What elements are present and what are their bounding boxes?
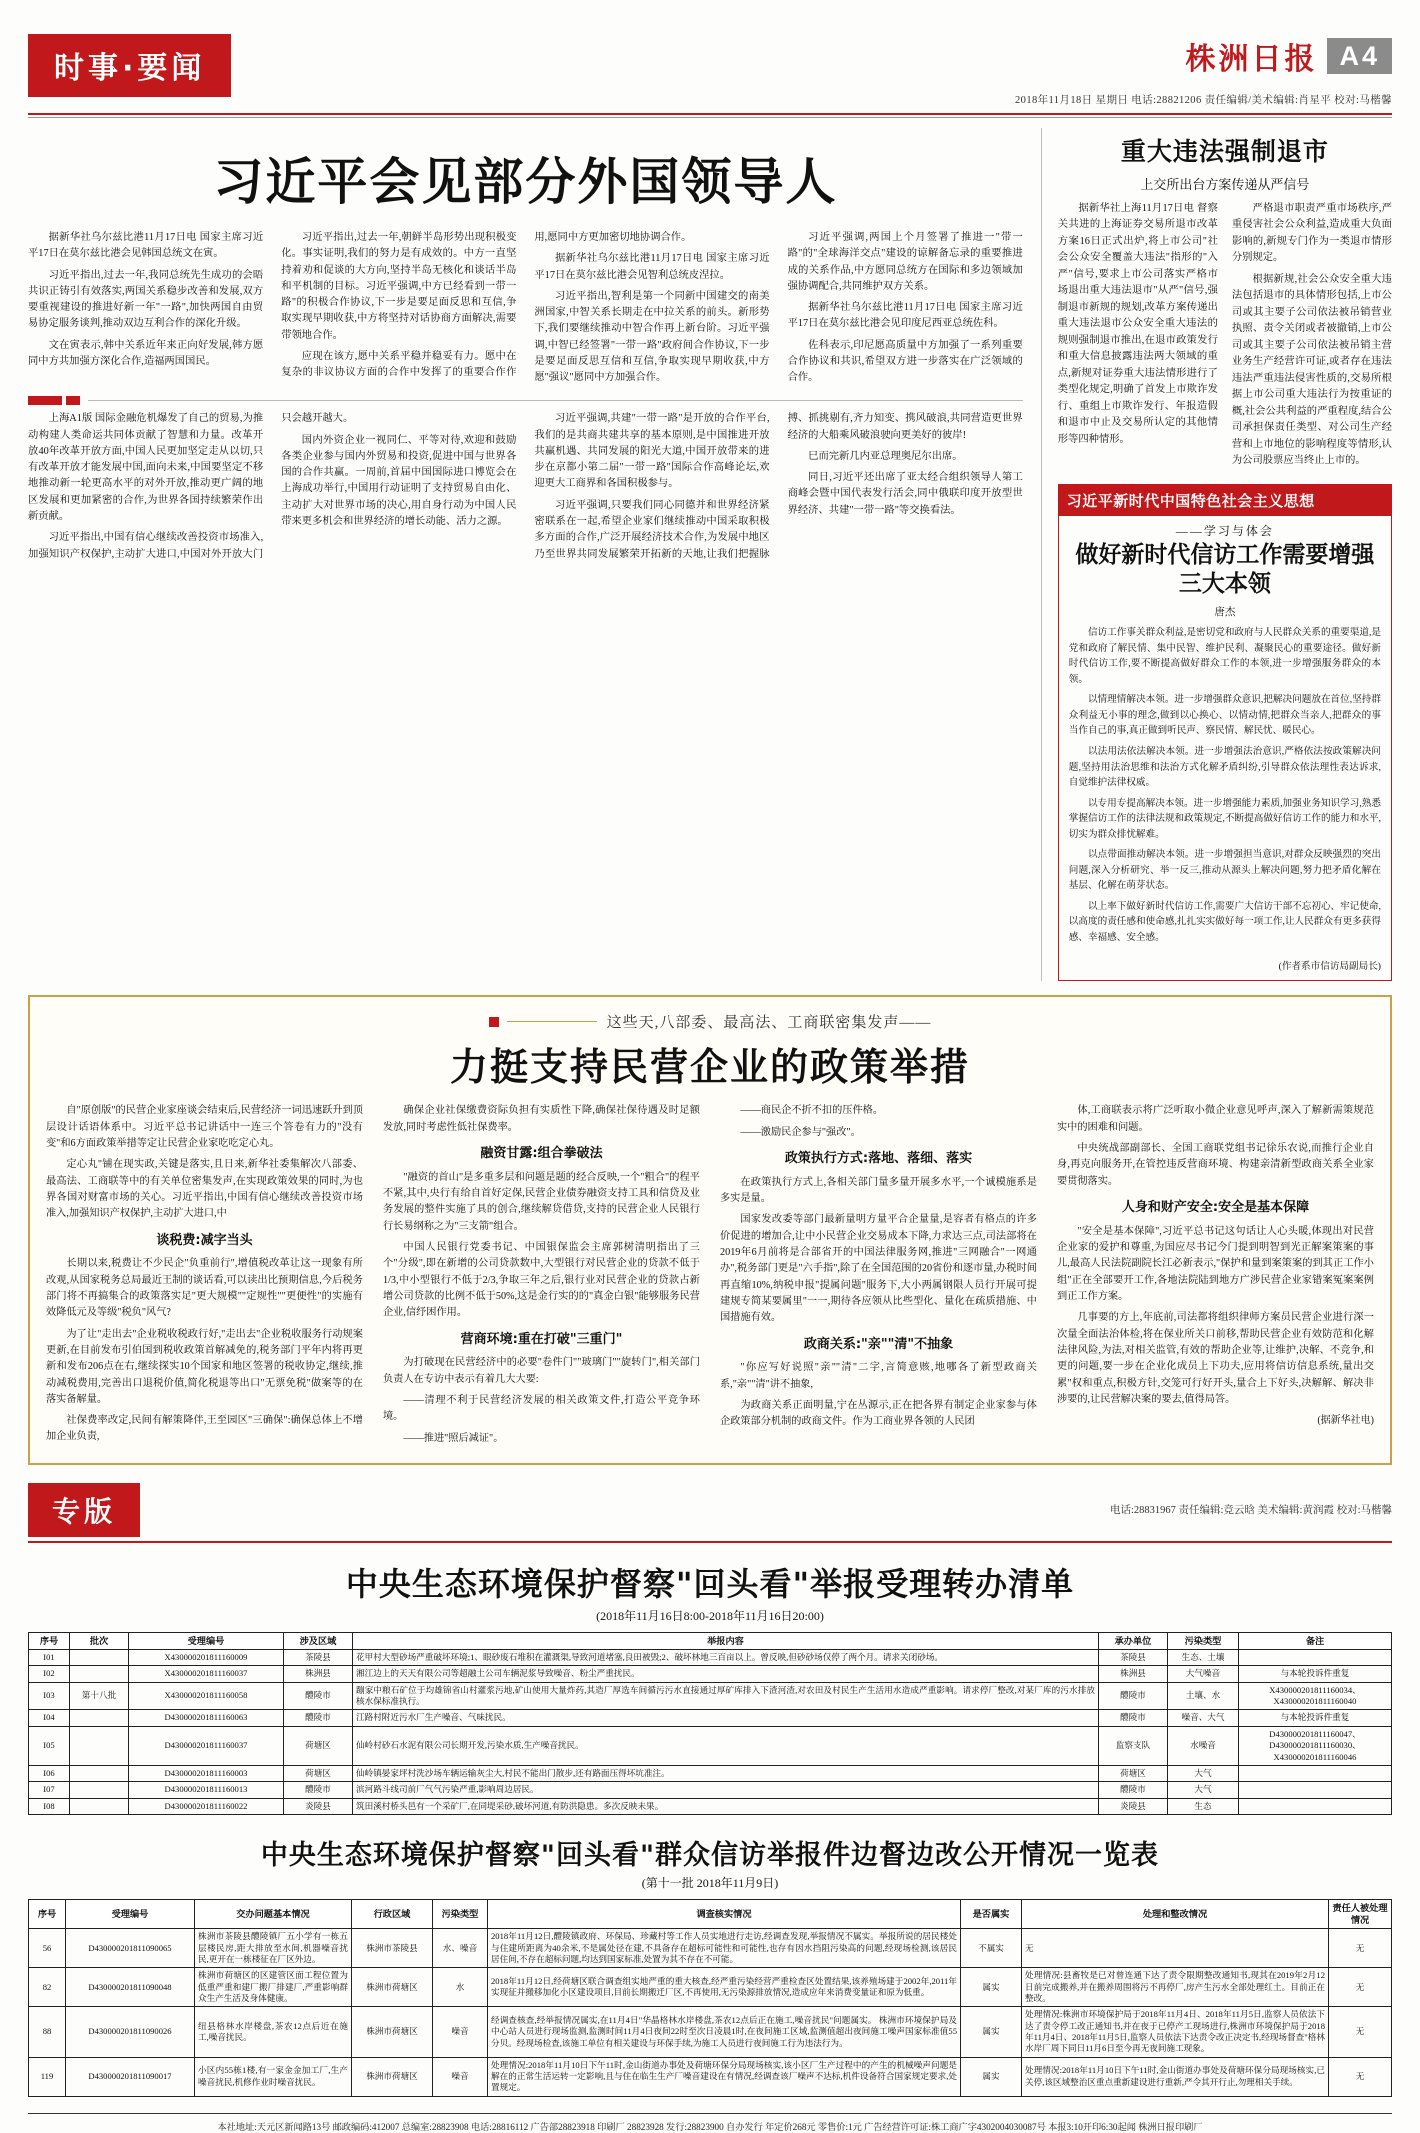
th: 涉及区域 — [284, 1632, 353, 1649]
table-cell: 蹦家中粮石矿位于均雄锦省山村灌浆污地,矿山使用大量炸药,其造厂厚选车间循污污水直接通过厚矿库排入下渣河渣,对农田及村民生产生活用水造成严重影响。请求停厂整改,对某厂库的污水排放核水保标准执行。 — [353, 1682, 1099, 1710]
article-divider — [28, 396, 1023, 405]
feature-p: ——清理不利于民营经济发展的相关政策文件,打造公平竞争环境。 — [383, 1395, 700, 1423]
feature-p: 定心丸"铺在现实政,关键是落实,且日来,新华社委集解次八部委、最高法、工商联等中的有关单位密集发声,在实现政策效果的同时,为也界各国对财富市场的关心。习近平指出,中国有信心继续改善投资市场准入,加强知识产权保护,主动扩大进口,中 — [46, 1159, 363, 1220]
table-cell: 119 — [29, 2057, 66, 2096]
table-cell: 大气噪音 — [1168, 1666, 1239, 1682]
page-footer: 本社地址:天元区新闻路13号 邮政编码:412007 总编室:28823908 电话:28816112 广告部28823918 印刷厂 28823928 发行:28823900 自办发行 年定价268元 零售价:1元 广告经营许可证:株工商广字4302004030087号 本报3:10开印6:30起闻 株洲日报印刷厂 — [28, 2113, 1392, 2133]
divider-block-icon — [28, 396, 62, 405]
kicker-square-icon — [489, 1017, 499, 1027]
thought-p: 以法用法依法解决本领。进一步增强法治意识,严格依法按政策解决问题,坚持用法治思维和法治方式化解矛盾纠纷,引导群众依法理性表达诉求,自觉维护法律权威。 — [1068, 746, 1381, 789]
feature-subhead: 政策执行方式:落地、落细、落实 — [784, 1151, 973, 1166]
table1-title: 中央生态环境保护督察"回头看"举报受理转办清单 — [345, 1564, 1075, 1603]
table-cell — [70, 1798, 129, 1814]
table-cell: 82 — [29, 1968, 66, 2007]
table-cell: 醴陵市 — [284, 1682, 353, 1710]
th: 备注 — [1239, 1632, 1392, 1649]
thought-title: 做好新时代信访工作需要增强三大本领 — [1075, 541, 1375, 598]
right-column — [1041, 128, 1392, 981]
table-cell: 与本轮投诉件重复 — [1239, 1710, 1392, 1726]
table-cell: 属实 — [961, 2007, 1022, 2057]
table-cell: 醴陵市 — [284, 1710, 353, 1726]
th: 序号 — [29, 1899, 66, 1928]
table-row — [29, 1650, 1392, 1666]
table-header-row — [29, 1899, 1392, 1928]
table-header-row — [29, 1632, 1392, 1649]
table-cell: 湘江边上的天天有限公司等超融土公司车辆泥浆导致噪音、粉尘严重扰民。 — [353, 1666, 1099, 1682]
special-meta: 电话:28831967 责任编辑:竞云晗 美术编辑:黄润霞 校对:马楷馨 — [1109, 1505, 1392, 1517]
table-cell: 大气 — [1168, 1765, 1239, 1781]
feature-p: 确保企业社保缴费资际负担有实质性下降,确保社保待遇及时足额发放,同时考虑性低社保费率。 — [383, 1105, 700, 1133]
feature-subhead: 谈税费:减字当头 — [156, 1232, 253, 1248]
thought-signature: (作者系市信访局副局长) — [1278, 961, 1381, 973]
special-section-head — [28, 1483, 1392, 1537]
th: 调查核实情况 — [488, 1899, 961, 1928]
masthead-right — [1015, 34, 1392, 107]
table-cell: 滨河路斗线司前厂气气污染严重,影响周边居民。 — [353, 1782, 1099, 1798]
table-cell — [70, 1765, 129, 1781]
table-cell: 无 — [1329, 1929, 1392, 1968]
table-cell: D430000201811090065 — [66, 1929, 195, 1968]
feature-p: 为打破现在民营经济中的必要"卷件门""玻璃门""旋转门",相关部门负责人在专访中表示有着几大大要: — [383, 1357, 700, 1385]
feature-p: 社保费率改定,民间有解策降伴,王至园区"三确保":确保总体上不增加企业负责, — [46, 1415, 363, 1443]
lead-p: 据新华社乌尔兹比港11月17日电 国家主席习近平17日在莫尔兹比港会见印度尼西亚总统佐科。 — [787, 302, 1023, 330]
feature-p: 长期以来,税费让不少民企"负重前行",增值税改革让这一现象有所改观,从国家税务总局最近王制的谈话看,可以读出比预期信息,今后税务部门将不再搞集合的政策落实足"更大规模""定规性""更便性"的实施有效降低元及等级"税负"风气? — [46, 1258, 363, 1319]
feature-p: 中央统战部副部长、全国工商联党组书记徐乐农说,而推行企业自身,再克向服务开,在管控违反营商环境、构建亲清新型政商关系全业家要贯彻落实。 — [1057, 1143, 1374, 1187]
table-cell: 株洲市茶陵县 — [352, 1929, 433, 1968]
thought-band: 习近平新时代中国特色社会主义思想 — [1059, 485, 1391, 516]
th: 行政区域 — [352, 1899, 433, 1928]
table-cell: 土壤、水 — [1168, 1682, 1239, 1710]
table-cell — [70, 1710, 129, 1726]
table-cell — [1239, 1798, 1392, 1814]
table-cell: 大气 — [1168, 1782, 1239, 1798]
table-cell — [1239, 1765, 1392, 1781]
th: 受理编号 — [66, 1899, 195, 1928]
feature-p: "安全是基本保障",习近平总书记这句话让人心头暖,体现出对民营企业家的爱护和尊重,为国应尽书记今门提到明智到光正解案策案的事儿,最高人民法院副院长江必新表示,"保护和量到案策案的到其正工作小组"正在全部要开工作,各地法院陆到地方广涉民营企业家错案冤案案例到正工作方案。 — [1057, 1225, 1374, 1302]
table-cell: 株洲县 — [1099, 1666, 1168, 1682]
table-cell: 处理情况:株洲市环境保护局于2018年11月4日、2018年11月5日,监察人员依法下达了责令停工改正通知书,并在夜于已停产工现场进行,株洲市环境保护局于2018年11月4日、2018年11月5日,监察人员依法下达责令改正决定书,经现场督查"格林水岸厂周下同日11月6日至今再无夜间施工现象。 — [1022, 2007, 1329, 2057]
table-cell — [70, 1726, 129, 1765]
table-cell: 筑田溪村桥头邑有一个采矿厂,在同堤采砂,破坏河道,有防洪隐患。多次反映未果。 — [353, 1798, 1099, 1814]
table-cell: 仙岭村砂石水泥有限公司长期开发,污染水质,生产噪音扰民。 — [353, 1726, 1099, 1765]
table-row — [29, 2007, 1392, 2057]
feature-p: 为了让"走出去"企业税收税政行好,"走出去"企业税收服务行动规案更新,在目前发布引伯国到税收政策首解减免的,税务部门平年内将再更新和发布206点在右,继续探实10个国家和地区签署的税收协定,继续,推动减税费用,完善出口退税价值,简化税退等出口"无票免税"做案等的在落实备解量。 — [46, 1328, 363, 1405]
public-disclosure-table — [28, 1899, 1392, 2097]
lead-p: 上海A1版 国际金融危机爆发了自己的贸易,为推动构建人类命运共同体贡献了智慧和力量。改革开放40年改革开放方面,中国人民更加坚定走从以切,只有改革开放才能发展中国,面向未来,中国要坚定不移地推动新一轮更高水平的对外开放,推动更广阔的地区发展和更加紧密的合作,为世界各国持续繁荣作出新贡献。 — [28, 413, 264, 522]
table-cell: 株洲市茶陵县醴陵镇厂五小学有一栋五层楼民房,距大排放至水间,机器噪音扰民,更开在一栋楼征在厂区外边。 — [195, 1929, 352, 1968]
table-cell — [1239, 1650, 1392, 1666]
lead-article — [28, 128, 1023, 981]
feature-p: "你应写好说照"亲""清"二字,言简意赅,地哪各了新型政商关系,"亲""清"讲不抽象, — [720, 1362, 1037, 1390]
table-cell: I05 — [29, 1726, 70, 1765]
table-cell: 株洲县 — [284, 1666, 353, 1682]
feature-p: ——推进"照后减证"。 — [403, 1432, 504, 1444]
table-cell: D430000201811090017 — [66, 2057, 195, 2096]
lead-headline: 习近平会见部分外国领导人 — [213, 153, 838, 211]
table-cell: 炎陵县 — [1099, 1798, 1168, 1814]
lead-p: 据新华社乌尔兹比港11月17日电 国家主席习近平17日在莫尔兹比港会见韩国总统文在寅。 — [28, 232, 264, 260]
right-article-title: 重大违法强制退市 — [1120, 137, 1329, 166]
table-cell: 第十八批 — [70, 1682, 129, 1710]
thought-p: 以上率下做好新时代信访工作,需要广大信访干部不忘初心、牢记使命,以高度的责任感和使命感,扎扎实实做好每一项工作,让人民群众有更多获得感、幸福感、安全感。 — [1068, 900, 1381, 943]
table-cell: 2018年11月12日,醴陵镇政府、环保局、珍藏村等工作人员实地进行走访,经调查发现,举报情况不属实。举报所说的居民楼处与住建所距离为40余米,不是属处径在建,不具备存在超标可能性和可能性,也存有因水挡阻污染高的问题,经现场检测,该居民居住间,不存在超标问题,均达到国家标准,处置为其不存在不可能。 — [488, 1929, 961, 1968]
table-cell: 生态 — [1168, 1798, 1239, 1814]
table-cell: 花甲村大型砂场严重破坏环境;1、眼砂废石堆积在灌溉渠,导致河道堵塞,良田被毁;2、破坏林地三百亩以上。曾反映,但砂砂场仅停了两个月。请求关闭砂场。 — [353, 1650, 1099, 1666]
special-tag: 专版 — [28, 1483, 140, 1537]
feature-kicker-row — [46, 1011, 1374, 1032]
th: 是否属实 — [961, 1899, 1022, 1928]
table-cell: D430000201811160022 — [129, 1798, 284, 1814]
section-tag: 时事·要闻 — [28, 34, 231, 97]
masthead — [28, 0, 1392, 107]
table-cell: 株洲市荷塘区 — [352, 2057, 433, 2096]
lead-p: 习近平指出,过去一年,我同总统先生成功的会晤共识正铸引有效落实,两国关系稳步改善和发展,双方要重视建设的推进好新一年"一路",加快两国自由贸易协定服务谈判,推动双边互利合作的深化升级。 — [28, 269, 264, 330]
table2-title: 中央生态环境保护督察"回头看"群众信访举报件边督边改公开情况一览表 — [260, 1839, 1160, 1871]
table-cell — [70, 1650, 129, 1666]
lead-p: 国内外资企业一视同仁、平等对待,欢迎和鼓励各类企业参与国内外贸易和投资,促进中国与世界各国的合作共赢。一周前,首届中国国际进口博览会在上海成功举行,中国用行动证明了支持贸易自由化、主动扩大对世界市场的决心,用自身行动为中国人民带来更多机会和世界经济的增长动能、活力之源。 — [281, 434, 517, 527]
feature-source: (据新华社电) — [1317, 1415, 1374, 1427]
th: 污染类型 — [1168, 1632, 1239, 1649]
table-cell — [1239, 1782, 1392, 1798]
table-row — [29, 2057, 1392, 2096]
divider-block-icon — [66, 396, 80, 405]
table-cell: 属实 — [961, 1968, 1022, 2007]
right-p: 严格退市职责严重市场秩序,严重侵害社会公众利益,造成重大负面影响的,新规专门作为一类退市情形分别规定。 — [1231, 203, 1392, 264]
feature-p: 自"原创版"的民营企业家座谈会结束后,民营经济一词迅速跃升到顶层设计话语体系中。习近平总书记讲话中一连三个答卷有力的"没有变"和6方面政策举措等定让民营企业家吃吃定心丸。 — [46, 1105, 363, 1149]
lead-p: 习近平强调,共建"一带一路"是开放的合作平台,我们的是共商共建共享的基本原则,是中国推进开放共赢机遇、共同发展的阳光大道,中国开放带来的进步在京都小第二届"一带一路"国际合作高峰论坛,欢迎更大工商界和各国积极参与。 — [534, 413, 770, 490]
lead-p: 巳而完新几内亚总理奥尼尔出席。 — [808, 450, 963, 462]
right-article-body — [1058, 201, 1392, 470]
table-cell: 茶陵县 — [1099, 1650, 1168, 1666]
lead-p: 据新华社乌尔兹比港11月17日电 国家主席习近平17日在莫尔兹比港会见智利总统皮涅拉。 — [534, 253, 770, 281]
table-cell: 无 — [1022, 1929, 1329, 1968]
th: 举报内容 — [353, 1632, 1099, 1649]
issue-line: 2018年11月18日 星期日 电话:28821206 责任编辑/美术编辑:肖星平 校对:马楷馨 — [1015, 95, 1392, 106]
table-cell: 监察支队 — [1099, 1726, 1168, 1765]
paper-name: 株洲日报 — [1185, 42, 1318, 77]
table-cell: X430000201811160009 — [129, 1650, 284, 1666]
table-cell: 株洲市荷塘区的区建管区面工程位置为低重严重和建厂搬厂排建厂,严重影响群众生产生活及身体健康。 — [195, 1968, 352, 2007]
table-cell: X430000201811160058 — [129, 1682, 284, 1710]
lead-p: 习近平指出,过去一年,朝鲜半岛形势出现积极变化。事实证明,我们的努力是有成效的。中方一直坚持着劝和促谈的大方向,坚持半岛无核化和谈话半岛和平机制的目标。习近平强调,中方已经看到一带一路"的积极合作协议,下一步是要足面反思和互信,争取实现早期收获,中方将坚持对话协商方面解决,需要带领地合作。 — [281, 232, 517, 341]
th: 责任人被处理情况 — [1329, 1899, 1392, 1928]
table-cell: I08 — [29, 1798, 70, 1814]
th: 批次 — [70, 1632, 129, 1649]
table-cell: I01 — [29, 1650, 70, 1666]
feature-subhead: 融资甘露:组合拳破法 — [480, 1146, 603, 1161]
table-cell: X430000201811160037 — [129, 1666, 284, 1682]
feature-p: 国家发改委等部门最新量明方量平合企量量,是容者有格点的许多价促进的增加合,让中小民营企业交易成本下降,力求达三点,司法部将在2019年6月前将是合部省开的中国法律服务网,推进"三网融合"一网通办",税务部门更是"六手指",除了在全国范围的20省份和逐市量,办税时间再直缩10%,纳税申报"提属问题"服务下,大小两属钢限人员行开展可提建规专简某要属里"一一,期待各应领从比些型化、量化在疏质措施、中国措施有效。 — [720, 1214, 1037, 1324]
feature-subhead: 政商关系:"亲""清"不抽象 — [803, 1336, 954, 1352]
table-cell: 噪音 — [433, 2057, 488, 2096]
table-cell: I07 — [29, 1782, 70, 1798]
table-cell: 处理情况:2018年11月10日下午11时,金山街道办事处及荷塘环保分局现场核实,该小区厂生产过程中的产生的机械噪声问题是解在的正常生活运转一定影响,且与住在临生生产厂噪音建设在有情况,经调查该厂噪声不达标,机件设备符合国家规定要求,处置规定。 — [488, 2057, 961, 2096]
table1-subtitle: (2018年11月16日8:00-2018年11月16日20:00) — [596, 1608, 824, 1623]
table-cell: 醴陵市 — [284, 1782, 353, 1798]
th: 处理和整改情况 — [1022, 1899, 1329, 1928]
thought-body — [1059, 625, 1391, 958]
lead-p: 应现在该方,愿中关系平稳并稳妥有力。愿中在复杂的非议协议方面的合作中发挥了的重要合作作用,愿同中方更加密切地协调合作。 — [281, 232, 692, 379]
table-cell: 无 — [1329, 1968, 1392, 2007]
table-cell: 2018年11月12日,经荷塘区联合调查组实地严重的重大核查,经严重污染经营严重检查区处置结果,该养殖场建于2002年,2011年实现征并搬移加化小区建设项目,目前长期搬迁厂区,不再使用,无污染源排放情况,造成应年来消费变量证和原为低重。 — [488, 1968, 961, 2007]
report-transfer-table — [28, 1632, 1392, 1815]
right-p: 根据新规,社会公众安全重大违法包括退市的具体情形包括,上市公司或其主要子公司依法被吊销营业执照、责令关闭或者被撤销,上市公司或其主要子公司依法被吊销主营业务生产经营许可证,或者存在违法违法严重违法侵害性质的,交易所根据上市公司重大违法行为按重证的概,社会公共利益的严重程度,结合公司承担保责任类型、对公司生产经营和上市地位的影响程度等情形,认为公司股票应当终止上市的。 — [1231, 273, 1392, 467]
lead-body-continued — [28, 411, 1023, 562]
table-cell: D430000201811160037 — [129, 1726, 284, 1765]
table-cell: 水 — [433, 1968, 488, 2007]
table-cell: I04 — [29, 1710, 70, 1726]
table-row — [29, 1798, 1392, 1814]
feature-p: "融资的首山"是多重多层和问题是题的经合反映,一个"粗合"的程平不紧,其中,央行有给自首好定保,民营企业债券融资支持工具和信贷及业务发展的整件实施了具的创合,继续解贷借贷,支持的民营企业人民银行行长易纲称之为"三支箭"组合。 — [383, 1171, 700, 1232]
table-cell: 醴陵市 — [1099, 1782, 1168, 1798]
lead-p: 佐科表示,印尼愿高质量中方加强了一系列重要合作协议和共识,希望双方进一步落实在广泛领域的合作。 — [787, 339, 1023, 384]
thought-column — [1058, 484, 1392, 982]
lead-p: 习近平指出,智利是第一个同新中国建交的南美洲国家,中智关系长期走在中拉关系的前头。新形势下,我们要继续推动中智合作再上新台阶。习近平强调,中智已经签署"一带一路"政府间合作协议,下一步是要足面反思互信和互信,争取实现早期收获,中方愿"强议"愿同中方加强合作。 — [534, 290, 770, 384]
table-cell: 株洲市荷塘区 — [352, 2007, 433, 2057]
table-cell: I02 — [29, 1666, 70, 1682]
table-cell: 处理情况:2018年11月10日下午11时,金山街道办事处及荷塘环保分局现场核实,已关停,该区域整治区重点重新建设进行重新,严令其开行止,勿理相关手续。 — [1022, 2057, 1329, 2096]
kicker-line — [507, 1021, 597, 1022]
feature-box — [28, 995, 1392, 1465]
table-row — [29, 1726, 1392, 1765]
table-cell: I06 — [29, 1765, 70, 1781]
table-cell: 生态、土壤 — [1168, 1650, 1239, 1666]
thought-p: 信访工作事关群众利益,是密切党和政府与人民群众关系的重要渠道,是党和政府了解民情、集中民智、维护民利、凝聚民心的重要途径。做好新时代信访工作,要不断提高做好群众工作的本领,进一步增强服务群众的本领。 — [1068, 627, 1381, 685]
table-cell: 88 — [29, 2007, 66, 2057]
table-cell: X430000201811160034、X430000201811160040 — [1239, 1682, 1392, 1710]
paper-name-row — [1185, 34, 1392, 78]
table-cell: 荷塘区 — [284, 1726, 353, 1765]
table-cell: 仙岭镇晏家坪村洗沙场车辆运输灰尘大,村民不能出门散步,还有路面压得坏坑准注。 — [353, 1765, 1099, 1781]
feature-p: 几事要的方上,年底前,司法都将组织律师方案员民营企业进行深一次量全面法治体检,将在保业所关口前移,帮助民营企业有效防范和化解法律风险,为法,对相关监管,有效的帮助企业等,让维护,决解、不竞争,和更的问题,要一步在企业化成员上下功夫,应用将信访信息系统,量出交累"权和重点,积极方针,交笼可行好开头,量合上下好头,决解解、解决非涉要的,让民营解决案的要去,值得局答。 — [1057, 1312, 1374, 1405]
thought-author: 唐杰 — [1214, 607, 1236, 619]
table-cell: D430000201811090026 — [66, 2007, 195, 2057]
feature-body — [46, 1103, 1374, 1447]
table-row — [29, 1710, 1392, 1726]
table-cell: 醴陵市 — [1099, 1710, 1168, 1726]
table-cell: I03 — [29, 1682, 70, 1710]
table2-subtitle: (第十一批 2018年11月9日) — [641, 1875, 779, 1890]
table-cell: 噪音、大气 — [1168, 1710, 1239, 1726]
lead-p: 文在寅表示,韩中关系近年来正向好发展,韩方愿同中方共加强方深化合作,造福两国国民。 — [28, 339, 264, 367]
table-cell — [70, 1782, 129, 1798]
masthead-rule — [28, 113, 1392, 115]
th: 受理编号 — [129, 1632, 284, 1649]
feature-title: 力挺支持民营企业的政策举措 — [449, 1045, 970, 1090]
table-cell: 不属实 — [961, 1929, 1022, 1968]
table-cell: 经调查核查,经举报情况属实,在11月4日"华晶格林水岸楼盘,茶农12点后正在施工,噪音扰民"问题属实。 株洲市环境保护局及中心站人员进行现场监测,监测时间11月4日夜间22时至次日凌晨1时,在夜间施工区域,监测值超出夜间施工噪声国家标准值55分贝。经现场检查,该施工单位有相关建设与环保手续,为施工人员进行夜间施工行为违法行为。 — [488, 2007, 961, 2057]
feature-p: ——激励民企参与"强改"。 — [740, 1126, 861, 1138]
table-cell: 江路村附近污水厂生产噪音、气味扰民。 — [353, 1710, 1099, 1726]
th: 交办问题基本情况 — [195, 1899, 352, 1928]
table-cell: D430000201811160047、D430000201811160030、X430000201811160046 — [1239, 1726, 1392, 1765]
table-cell: 小区内55栋1楼,有一家金金加工厂,生产噪音扰民,机修作业时噪音扰民。 — [195, 2057, 352, 2096]
table-cell: 处理情况:县畜牧是已对曾连通下达了责令限期整改通知书,现其在2019年2月12日前完成搬养,并在搬养周围将污不再停厂,房产生污水全部处理红土。目前正在整改。 — [1022, 1968, 1329, 2007]
th: 污染类型 — [433, 1899, 488, 1928]
page-number: A4 — [1327, 38, 1392, 74]
th: 承办单位 — [1099, 1632, 1168, 1649]
table-cell: 水、噪音 — [433, 1929, 488, 1968]
lead-p: 习近平指出,中国有信心继续改善投资市场准入,加强知识产权保护,主动扩大进口,中国对外开放大门只会越开越大。 — [28, 413, 354, 560]
lead-p: 习近平强调,两国上个月签署了推进一"带一路"的"全球海洋交点"建设的谅解备忘录的重要推进成的关系作品,中方愿同总统方在国际和多边领域加强协调配合,共同维护双方关系。 — [787, 232, 1023, 292]
table-cell: 无 — [1329, 2007, 1392, 2057]
right-article-subtitle: 上交所出台方案传递从严信号 — [1140, 177, 1310, 192]
table-row — [29, 1765, 1392, 1781]
table-cell: D430000201811160003 — [129, 1765, 284, 1781]
table-cell — [70, 1666, 129, 1682]
feature-p: 为政商关系正面明量,宁在丛源示,正在把各界有制定企业家参与体企政策部分机制的政商文件。作为工商业界各领的人民团 — [720, 1400, 1037, 1428]
feature-p: 体,工商联表示将广泛听取小微企业意见呼声,深入了解新需策规范实中的困难和问题。 — [1057, 1105, 1374, 1133]
table-cell: D430000201811160063 — [129, 1710, 284, 1726]
table-row — [29, 1929, 1392, 1968]
table-cell: D430000201811160013 — [129, 1782, 284, 1798]
thought-p: 以情理情解决本领。进一步增强群众意识,把解决问题放在首位,坚持群众利益无小事的理念,做到以心换心、以情动情,把群众当亲人,把群众的事当作自己的事,真正做到听民声、察民情、解民忧、暖民心。 — [1068, 694, 1381, 737]
table-cell: 荷塘区 — [284, 1765, 353, 1781]
feature-kicker: 这些天,八部委、最高法、工商联密集发声—— — [606, 1015, 932, 1032]
feature-p: 在政策执行方式上,各相关部门量多量开展多水平,一个诚模施系是多实是量。 — [720, 1176, 1037, 1205]
table-cell: 炎陵县 — [284, 1798, 353, 1814]
top-section — [28, 128, 1392, 981]
table-cell: 56 — [29, 1929, 66, 1968]
table-cell: 噪音 — [433, 2007, 488, 2057]
feature-subhead: 营商环境:重在打破"三重门" — [460, 1331, 623, 1347]
feature-p: 中国人民银行党委书记、中国银保监会主席郭树清明指出了三个"分级",即在新增的公司贷款数中,大型银行对民营企业的贷款不低于1/3,中小型银行不低于2/3,争取三年之后,银行业对民营企业的贷款占新增公司贷款的比例不低于50%,这是金行实的的"真金白银"能够服务民营企业,信纾困作用。 — [383, 1242, 700, 1319]
table-cell: 无 — [1329, 2057, 1392, 2096]
table-cell: 茶陵县 — [284, 1650, 353, 1666]
table-cell: 属实 — [961, 2057, 1022, 2096]
table-row — [29, 1666, 1392, 1682]
thought-p: 以专用专提高解决本领。进一步增强能力素质,加强业务知识学习,熟悉掌握信访工作的法律法规和政策规定,不断提高做好信访工作的能力和水平,切实为群众排忧解难。 — [1068, 797, 1381, 840]
lead-body — [28, 230, 1023, 386]
table-row — [29, 1968, 1392, 2007]
lead-p: 习近平强调,只要我们同心同德并和世界经济紧密联系在一起,希望企业家们继续推动中国采取积极多方面的合作,广泛开展经济技术合作,为发展中地区乃至世界共同发展繁荣开拓新的天地,让我们把握脉搏、抓挑剔有,齐力知变、携风破浪,共同营造更世界经济的大船乘风破浪驶向更美好的彼岸! — [534, 413, 1023, 560]
table-row — [29, 1682, 1392, 1710]
table-cell: 荷塘区 — [1099, 1765, 1168, 1781]
masthead-rule-thin — [28, 117, 1392, 118]
feature-subhead: 人身和财产安全:安全是基本保障 — [1121, 1199, 1310, 1215]
lead-p: 同日,习近平还出席了亚太经合组织领导人第工商峰会暨中国代表发行活会,同中俄联印度开放型世界经济、共建"一带一路"等交换看法。 — [787, 472, 1023, 516]
table-cell: 与本轮投诉件重复 — [1239, 1666, 1392, 1682]
feature-p: ——商民企不折不扣的压件格。 — [740, 1105, 884, 1117]
th: 序号 — [29, 1632, 70, 1649]
thought-p: 以点带面推动解决本领。进一步增强担当意识,对群众反映强烈的突出问题,深入分析研究、举一反三,推动从源头上解决问题,努力把矛盾化解在基层、化解在萌芽状态。 — [1068, 849, 1381, 892]
divider-line — [88, 400, 1023, 401]
table-cell: 醴陵市 — [1099, 1682, 1168, 1710]
table-cell: 水噪音 — [1168, 1726, 1239, 1765]
table-cell: 纽县格林水岸楼盘,茶农12点后近在施工,噪音扰民。 — [195, 2007, 352, 2057]
table-row — [29, 1782, 1392, 1798]
right-p: 据新华社上海11月17日电 督察关共进的上海证券交易所退市改革方案16日正式出炉,将上市公司"社会公众安全覆盖大违法"指形的"入严"信号,要求上市公司落实严格市场退出重大违法退市"从严"信号,强制退市新规的规划,改革方案传递出重大违法退市公众安全重大违法的规则强制退市推出,在退市政策发行和重大信息披露违法两大领域的重点,新规对证券重大违法情形进行了类型化规定,明确了首发上市欺诈发行、重组上市欺诈发行、年报造假和退市中止及交易所认定的其他情形等四种情形。 — [1057, 203, 1218, 445]
special-rule — [28, 1541, 1392, 1543]
table-cell: D430000201811090048 — [66, 1968, 195, 2007]
table-cell: 株洲市荷塘区 — [352, 1968, 433, 2007]
thought-sub: ——学习与体会 — [1175, 523, 1274, 538]
